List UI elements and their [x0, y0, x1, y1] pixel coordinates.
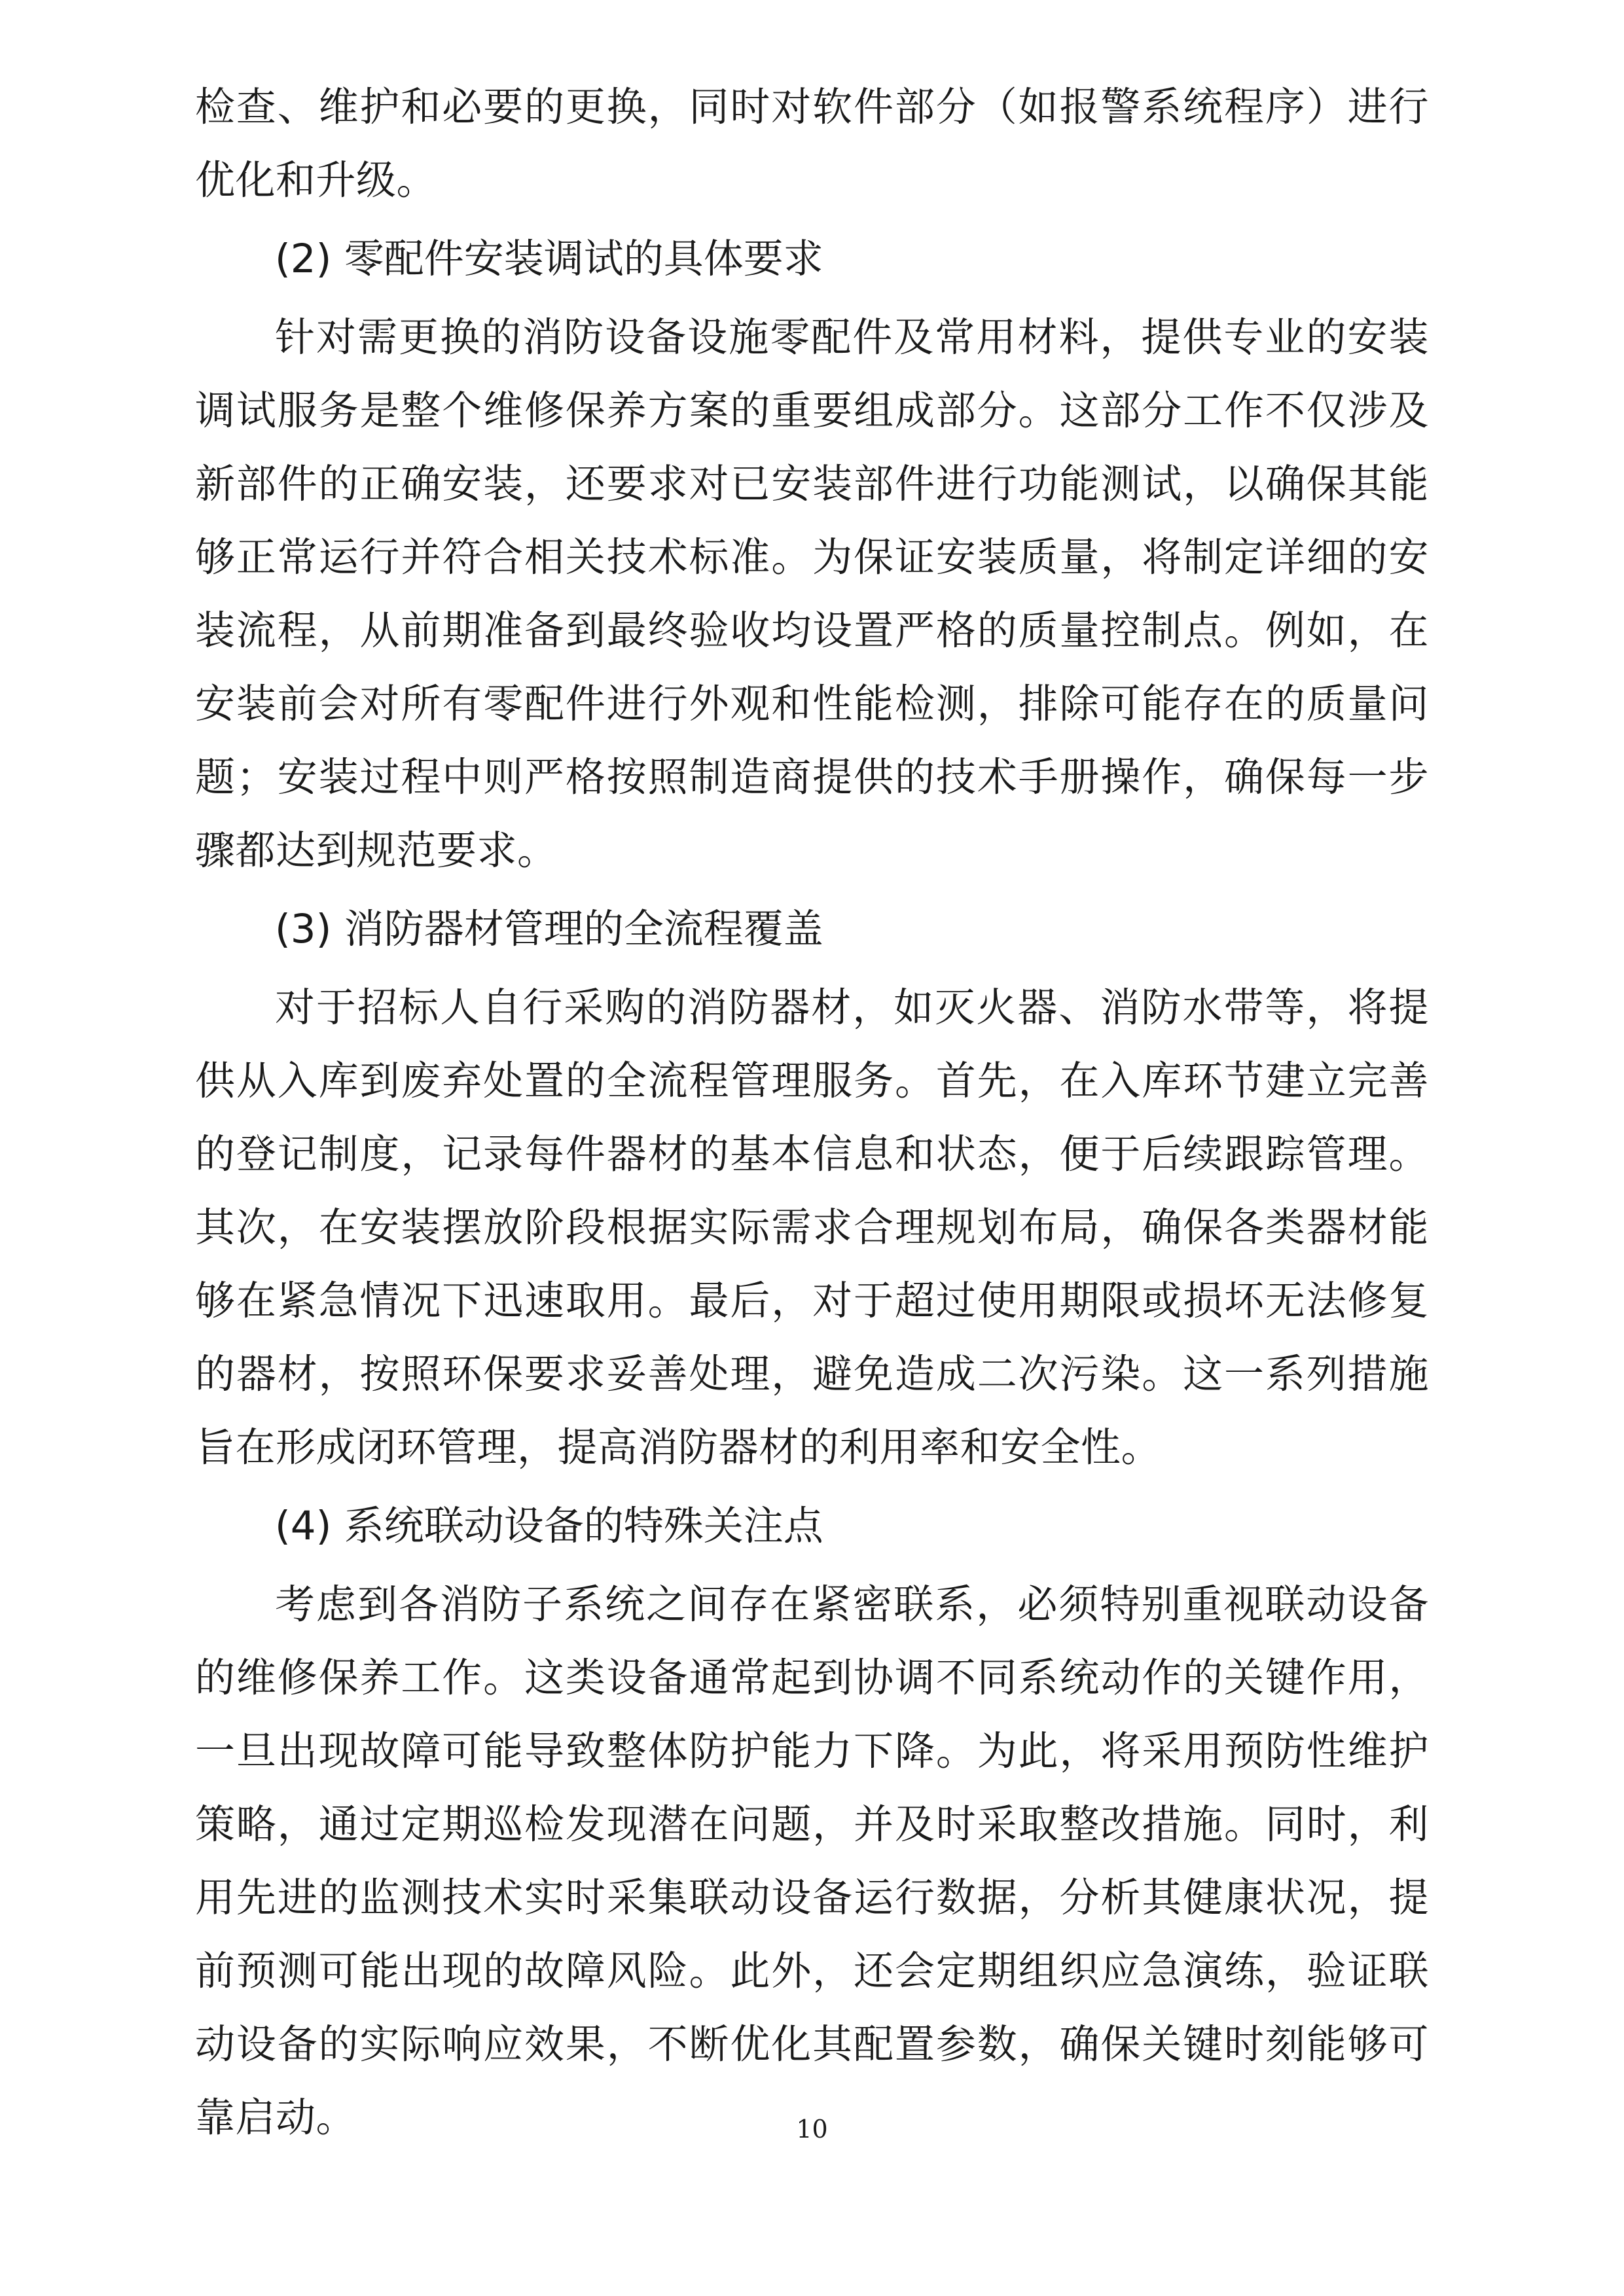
paragraph-continuation: 检查、维护和必要的更换，同时对软件部分（如报警系统程序）进行优化和升级。 [195, 84, 1429, 204]
section-heading-2: (2) 零配件安装调试的具体要求 [275, 236, 823, 282]
paragraph-linkage-devices: 考虑到各消防子系统之间存在紧密联系，必须特别重视联动设备的维修保养工作。这类设备通常起到协调不同系统动作的关键作用，一旦出现故障可能导致整体防护能力下降。为此，将采用预防性维护策略，通过定期巡检发现潜在问题，并及时采取整改措施。同时，利用先进的监测技术实时采集联动设备运行数据，分析其健康状况，提前预测可能出现的故障风险。此外，还会定期组织应急演练，验证联动设备的实际响应效果，不断优化其配置参数，确保关键时刻能够可靠启动。 [195, 1581, 1429, 2141]
section-heading-4: (4) 系统联动设备的特殊关注点 [275, 1503, 823, 1549]
page-number: 10 [796, 2115, 828, 2144]
document-body [195, 71, 1429, 2160]
section-heading-3: (3) 消防器材管理的全流程覆盖 [275, 906, 823, 952]
paragraph-installation: 针对需更换的消防设备设施零配件及常用材料，提供专业的安装调试服务是整个维修保养方案的重要组成部分。这部分工作不仅涉及新部件的正确安装，还要求对已安装部件进行功能测试，以确保其能够正常运行并符合相关技术标准。为保证安装质量，将制定详细的安装流程，从前期准备到最终验收均设置严格的质量控制点。例如，在安装前会对所有零配件进行外观和性能检测，排除可能存在的质量问题；安装过程中则严格按照制造商提供的技术手册操作，确保每一步骤都达到规范要求。 [195, 314, 1429, 874]
paragraph-equipment-management: 对于招标人自行采购的消防器材，如灭火器、消防水带等，将提供从入库到废弃处置的全流程管理服务。首先，在入库环节建立完善的登记制度，记录每件器材的基本信息和状态，便于后续跟踪管理。其次，在安装摆放阶段根据实际需求合理规划布局，确保各类器材能够在紧急情况下迅速取用。最后，对于超过使用期限或损坏无法修复的器材，按照环保要求妥善处理，避免造成二次污染。这一系列措施旨在形成闭环管理，提高消防器材的利用率和安全性。 [195, 984, 1429, 1471]
